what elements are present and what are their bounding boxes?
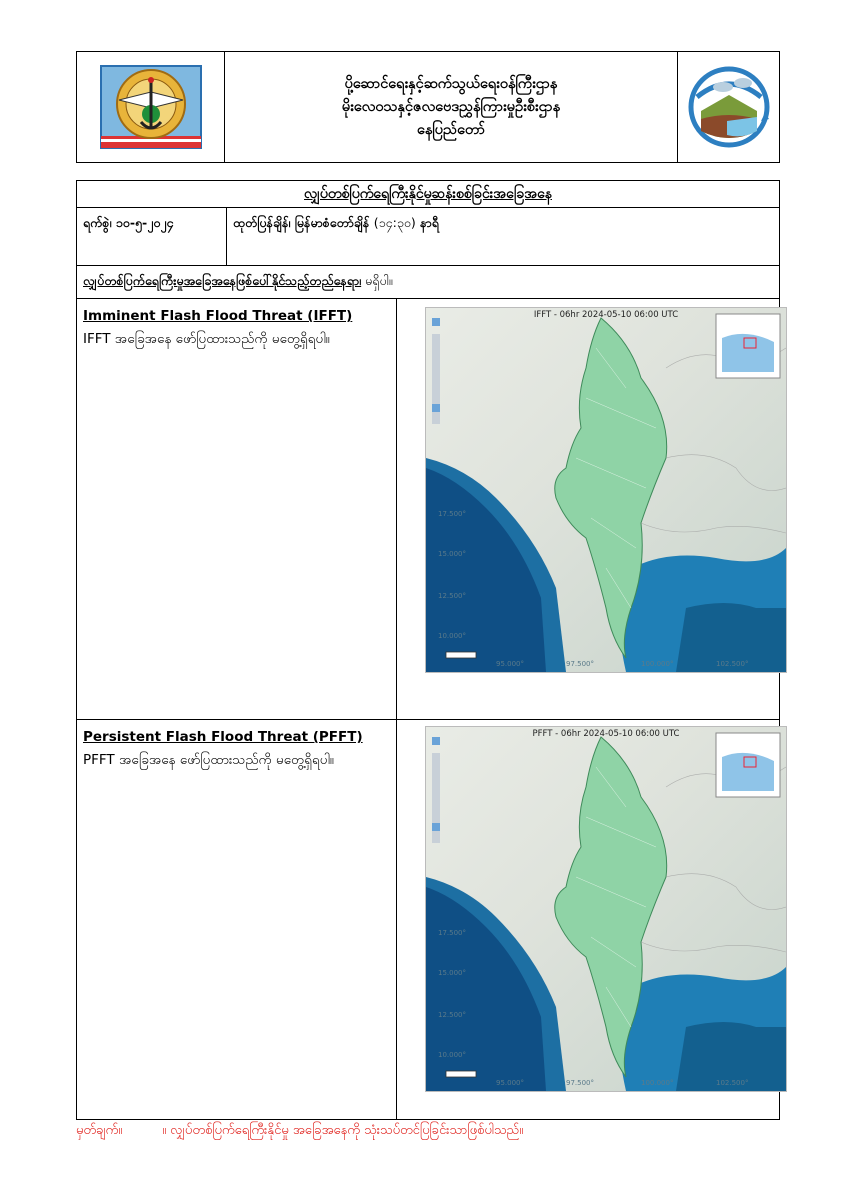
threat-location-label: လျှပ်တစ်ပြက်ရေကြီးမှုအခြေအနေဖြစ်ပေါ်နိုင်သည့်တည်နေရာ၊ (83, 273, 362, 288)
ifft-scale-bar (446, 652, 476, 658)
issue-time-value: (၁၄:၃၀) (373, 215, 416, 230)
report-title-row (77, 181, 779, 208)
ifft-lat-label: 15.000° (438, 550, 466, 558)
pfft-title: Persistent Flash Flood Threat (PFFT) (83, 729, 363, 745)
ifft-lon-label: 102.500° (716, 660, 749, 668)
pfft-map-graphic (426, 727, 786, 1091)
report-title: လျှပ်တစ်ပြက်ရေကြီးနိုင်မှုဆန်းစစ်ခြင်းအခြေအနေ (304, 185, 552, 202)
note-label: မှတ်ချက်။ (76, 1123, 123, 1138)
ifft-lon-label: 97.500° (566, 660, 594, 668)
pfft-lon-label: 102.500° (716, 1079, 749, 1087)
header-line-city: နေပြည်တော် (416, 121, 486, 138)
water-cycle-icon (683, 61, 775, 153)
header-line-ministry: ပို့ဆောင်ရေးနှင့်ဆက်သွယ်ရေးဝန်ကြီးဌာန (344, 75, 558, 92)
ifft-lat-label: 10.000° (438, 632, 466, 640)
ifft-map-label: IFFT - 06hr 2024-05-10 06:00 UTC (533, 310, 679, 320)
note-text: ။ လျှပ်တစ်ပြက်ရေကြီးနိုင်မှု အခြေအနေကို သုံးသပ်တင်ပြခြင်းသာဖြစ်ပါသည်။ (162, 1123, 524, 1138)
date-time-row (77, 208, 779, 266)
ifft-lat-label: 17.500° (438, 510, 466, 518)
pfft-lat-label: 12.500° (438, 1011, 466, 1019)
pfft-section (77, 720, 779, 1119)
ifft-lat-label: 12.500° (438, 592, 466, 600)
pfft-map (425, 726, 787, 1092)
ifft-lon-label: 100.000° (641, 660, 674, 668)
ifft-description: IFFT အခြေအနေ ဖော်ပြထားသည်ကို မတွေ့ရှိရပါ။ (83, 331, 330, 347)
ifft-map-cell (397, 299, 779, 719)
ifft-lon-label: 95.000° (496, 660, 524, 668)
header-title-block (225, 52, 677, 162)
issue-time-suffix: နာရီ (420, 215, 439, 230)
ifft-title: Imminent Flash Flood Threat (IFFT) (83, 308, 353, 324)
ifft-text-cell (77, 299, 397, 719)
ifft-map-graphic (426, 308, 786, 672)
hydrology-logo (677, 52, 779, 162)
pfft-map-cell (397, 720, 779, 1119)
footer-note (76, 1122, 523, 1141)
ifft-section (77, 299, 779, 720)
header-table (76, 51, 780, 163)
ifft-map (425, 307, 787, 673)
pfft-lat-label: 10.000° (438, 1051, 466, 1059)
pfft-lat-label: 17.500° (438, 929, 466, 937)
pfft-zoom-out-icon[interactable] (432, 823, 440, 831)
pfft-text-cell (77, 720, 397, 1119)
pfft-lat-label: 15.000° (438, 969, 466, 977)
dmh-emblem-logo (77, 52, 225, 162)
threat-location-row (77, 266, 779, 299)
pfft-lon-label: 95.000° (496, 1079, 524, 1087)
pfft-lon-label: 100.000° (641, 1079, 674, 1087)
ministry-emblem-icon (97, 62, 205, 152)
report-table (76, 180, 780, 1120)
pfft-lon-label: 97.500° (566, 1079, 594, 1087)
threat-location-value: မရှိပါ။ (365, 273, 393, 288)
issue-time-label: ထုတ်ပြန်ချိန်၊ မြန်မာစံတော်ချိန် (233, 215, 370, 230)
header-line-department: မိုးလေဝသနှင့်ဇလဗေဒညွှန်ကြားမှုဦးစီးဌာန (341, 98, 561, 115)
date-cell: ရက်စွဲ၊ ၁၀-၅-၂၀၂၄ (77, 208, 227, 265)
ifft-zoom-out-icon[interactable] (432, 404, 440, 412)
pfft-map-label: PFFT - 06hr 2024-05-10 06:00 UTC (532, 729, 680, 739)
pfft-scale-bar (446, 1071, 476, 1077)
pfft-description: PFFT အခြေအနေ ဖော်ပြထားသည်ကို မတွေ့ရှိရပါ။ (83, 752, 334, 768)
